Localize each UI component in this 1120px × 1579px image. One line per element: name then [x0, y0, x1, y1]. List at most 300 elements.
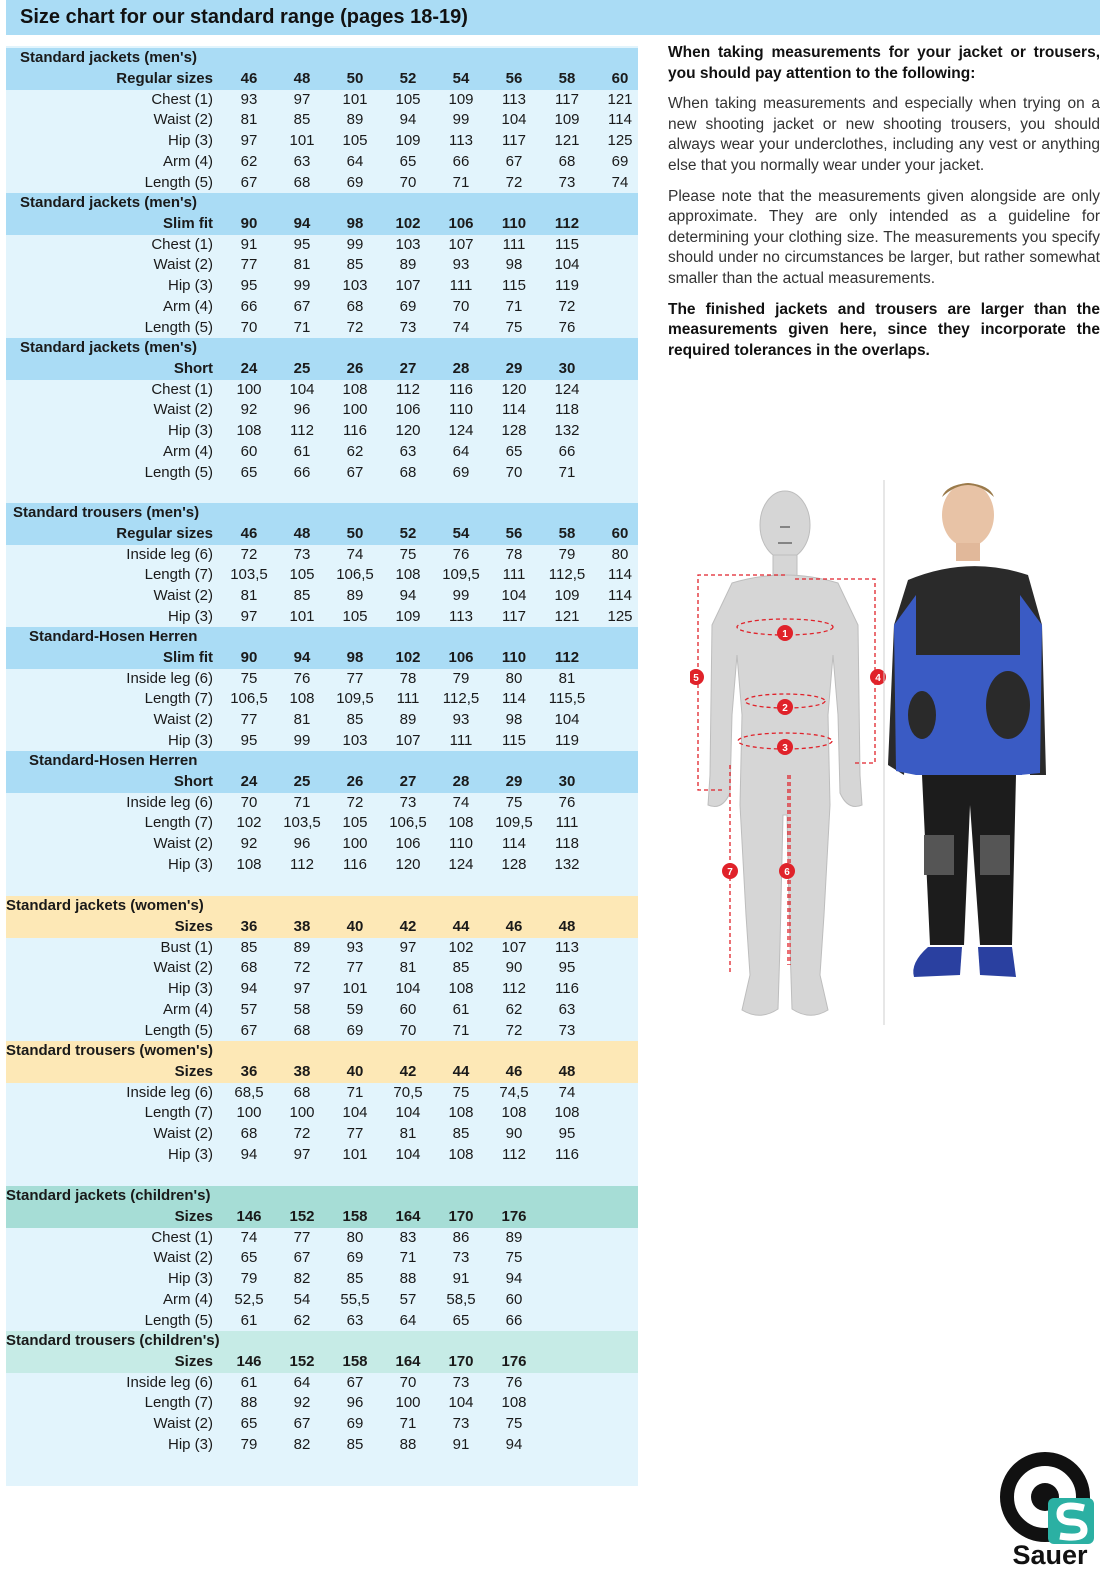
table-cell: 105 — [289, 566, 315, 584]
table-cell: 70 — [399, 1021, 417, 1039]
table-cell: 170 — [448, 1352, 474, 1370]
table-cell: 70 — [240, 793, 258, 811]
table-cell: 108 — [448, 980, 474, 998]
table-row — [6, 689, 638, 710]
table-cell: 61 — [452, 1000, 470, 1018]
row-label: Inside leg (6) — [126, 1083, 213, 1101]
table-cell: 88 — [240, 1394, 258, 1412]
table-cell: 46 — [240, 69, 258, 87]
table-row — [6, 834, 638, 855]
row-label: Hip (3) — [167, 980, 213, 998]
table-cell: 60 — [505, 1290, 523, 1308]
table-cell: 97 — [293, 90, 311, 108]
table-title: Standard trousers (men's) — [13, 504, 200, 521]
table-cell: 72 — [240, 545, 258, 563]
table-cell: 95 — [558, 959, 576, 977]
row-label: Length (7) — [144, 1104, 213, 1122]
table-cell: 67 — [240, 173, 258, 191]
table-cell: 82 — [293, 1435, 311, 1453]
table-row — [6, 463, 638, 484]
table-cell: 50 — [346, 69, 364, 87]
table-cell: 68 — [293, 173, 311, 191]
table-cell: 30 — [558, 359, 576, 377]
table-cell: 73 — [452, 1415, 470, 1433]
table-title: Standard jackets (men's) — [20, 339, 197, 356]
table-cell: 67 — [293, 1249, 311, 1267]
table-cell: 106,5 — [336, 566, 374, 584]
marker-3: 3 — [782, 743, 788, 754]
size-table — [6, 1041, 638, 1166]
row-label: Arm (4) — [163, 1290, 213, 1308]
table-cell: 69 — [346, 1021, 364, 1039]
row-label: Length (7) — [144, 566, 213, 584]
table-cell: 50 — [346, 524, 364, 542]
row-label: Length (5) — [144, 1311, 213, 1329]
table-cell: 164 — [395, 1352, 421, 1370]
table-cell: 111 — [502, 235, 526, 253]
page-title: Size chart for our standard range (pages 18-19) — [20, 6, 468, 28]
table-cell: 26 — [346, 359, 364, 377]
table-row — [6, 607, 638, 628]
table-cell: 68 — [293, 1083, 311, 1101]
table-header-row — [6, 69, 638, 90]
table-row — [6, 318, 638, 339]
table-cell: 113 — [449, 607, 473, 625]
table-cell: 46 — [240, 524, 258, 542]
table-cell: 40 — [346, 917, 364, 935]
table-cell: 93 — [346, 938, 364, 956]
table-row — [6, 152, 638, 173]
table-row — [6, 400, 638, 421]
table-cell: 58,5 — [446, 1290, 476, 1308]
table-cell: 176 — [501, 1207, 527, 1225]
table-cell: 73 — [558, 1021, 576, 1039]
row-label: Arm (4) — [163, 1000, 213, 1018]
table-row — [6, 710, 638, 731]
table-cell: 112 — [554, 214, 580, 232]
table-cell: 66 — [293, 463, 311, 481]
table-title-row — [6, 1041, 638, 1062]
table-cell: 78 — [505, 545, 523, 563]
table-cell: 69 — [611, 152, 629, 170]
table-cell: 76 — [452, 545, 470, 563]
table-cell: 104 — [395, 1145, 421, 1163]
table-cell: 71 — [452, 1021, 470, 1039]
row-label: Short — [173, 359, 213, 377]
table-cell: 100 — [236, 380, 262, 398]
table-cell: 61 — [240, 1311, 258, 1329]
table-row — [6, 855, 638, 876]
size-table — [6, 48, 638, 194]
table-cell: 128 — [501, 855, 527, 873]
sauer-logo — [1000, 1452, 1100, 1572]
table-cell: 67 — [240, 1021, 258, 1039]
table-title: Standard jackets (women's) — [6, 897, 204, 914]
table-cell: 125 — [607, 607, 633, 625]
table-cell: 114 — [502, 401, 526, 419]
table-cell: 89 — [505, 1228, 523, 1246]
row-label: Waist (2) — [153, 959, 213, 977]
table-cell: 109 — [395, 132, 421, 150]
table-cell: 116 — [555, 980, 579, 998]
table-cell: 72 — [505, 173, 523, 191]
table-cell: 77 — [346, 1125, 364, 1143]
row-label: Waist (2) — [153, 1125, 213, 1143]
table-cell: 65 — [399, 152, 417, 170]
table-cell: 72 — [346, 793, 364, 811]
table-cell: 106 — [395, 401, 421, 419]
body-diagram — [690, 475, 1100, 1035]
table-cell: 67 — [293, 297, 311, 315]
table-cell: 104 — [395, 1104, 421, 1122]
table-row — [6, 255, 638, 276]
table-cell: 116 — [343, 855, 367, 873]
table-cell: 81 — [240, 587, 258, 605]
row-label: Chest (1) — [151, 1228, 213, 1246]
table-header-row — [6, 214, 638, 235]
table-cell: 91 — [452, 1435, 470, 1453]
table-cell: 89 — [346, 111, 364, 129]
table-cell: 128 — [501, 422, 527, 440]
table-cell: 95 — [240, 731, 258, 749]
table-cell: 89 — [399, 256, 417, 274]
table-cell: 106,5 — [230, 690, 268, 708]
table-row — [6, 669, 638, 690]
table-cell: 69 — [346, 1415, 364, 1433]
table-cell: 97 — [240, 607, 258, 625]
table-cell: 98 — [346, 214, 364, 232]
table-row — [6, 235, 638, 256]
table-cell: 121 — [554, 132, 580, 150]
table-cell: 44 — [452, 1062, 470, 1080]
table-cell: 55,5 — [340, 1290, 370, 1308]
table-cell: 114 — [502, 690, 526, 708]
table-cell: 77 — [346, 959, 364, 977]
table-title-row — [6, 751, 638, 772]
row-label: Inside leg (6) — [126, 793, 213, 811]
table-row — [6, 1290, 638, 1311]
table-title-row — [6, 1186, 638, 1207]
table-cell: 82 — [293, 1270, 311, 1288]
table-cell: 27 — [399, 772, 417, 790]
table-cell: 74 — [452, 318, 470, 336]
table-row — [6, 1373, 638, 1394]
table-cell: 132 — [554, 422, 580, 440]
table-cell: 86 — [452, 1228, 470, 1246]
table-cell: 94 — [240, 980, 258, 998]
table-cell: 62 — [346, 442, 364, 460]
row-label: Waist (2) — [153, 111, 213, 129]
table-cell: 67 — [346, 1373, 364, 1391]
table-cell: 109 — [554, 111, 580, 129]
table-cell: 114 — [608, 566, 632, 584]
table-cell: 67 — [346, 463, 364, 481]
table-cell: 73 — [452, 1249, 470, 1267]
table-cell: 112 — [502, 1145, 526, 1163]
table-row — [6, 297, 638, 318]
table-cell: 97 — [399, 938, 417, 956]
table-header-row — [6, 1062, 638, 1083]
table-title-row — [6, 338, 638, 359]
table-cell: 164 — [395, 1207, 421, 1225]
table-cell: 40 — [346, 1062, 364, 1080]
table-header-row — [6, 524, 638, 545]
table-cell: 94 — [293, 214, 311, 232]
table-cell: 57 — [399, 1290, 417, 1308]
size-table — [6, 503, 638, 628]
table-cell: 90 — [240, 214, 258, 232]
table-cell: 72 — [293, 959, 311, 977]
table-row — [6, 1124, 638, 1145]
table-cell: 59 — [346, 1000, 364, 1018]
table-cell: 75 — [399, 545, 417, 563]
row-label: Regular sizes — [116, 69, 213, 87]
marker-2: 2 — [782, 703, 788, 714]
table-cell: 99 — [452, 587, 470, 605]
table-cell: 64 — [346, 152, 364, 170]
table-cell: 85 — [293, 587, 311, 605]
row-label: Waist (2) — [153, 711, 213, 729]
table-cell: 111 — [396, 690, 420, 708]
table-cell: 158 — [342, 1352, 368, 1370]
table-cell: 100 — [342, 835, 368, 853]
table-cell: 66 — [558, 442, 576, 460]
row-label: Length (5) — [144, 463, 213, 481]
table-cell: 81 — [399, 1125, 417, 1143]
table-header-row — [6, 648, 638, 669]
table-row — [6, 1311, 638, 1332]
table-row — [6, 1145, 638, 1166]
table-row — [6, 380, 638, 401]
table-cell: 118 — [555, 835, 579, 853]
table-cell: 61 — [293, 442, 311, 460]
table-cell: 28 — [452, 359, 470, 377]
table-cell: 100 — [289, 1104, 315, 1122]
table-cell: 81 — [558, 669, 576, 687]
table-cell: 111 — [502, 566, 526, 584]
table-cell: 58 — [293, 1000, 311, 1018]
table-cell: 85 — [452, 1125, 470, 1143]
table-row — [6, 813, 638, 834]
table-cell: 65 — [240, 1249, 258, 1267]
table-cell: 48 — [293, 524, 311, 542]
table-cell: 94 — [399, 587, 417, 605]
row-label: Hip (3) — [167, 1435, 213, 1453]
table-cell: 79 — [240, 1435, 258, 1453]
table-cell: 58 — [558, 69, 576, 87]
table-cell: 119 — [555, 731, 579, 749]
row-label: Regular sizes — [116, 524, 213, 542]
table-cell: 83 — [399, 1228, 417, 1246]
table-row — [6, 1000, 638, 1021]
logo-wordmark: Sauer — [1012, 1540, 1088, 1570]
table-cell: 108 — [342, 380, 368, 398]
row-label: Length (5) — [144, 318, 213, 336]
table-cell: 98 — [505, 256, 523, 274]
row-label: Waist (2) — [153, 835, 213, 853]
table-row — [6, 1083, 638, 1104]
table-row — [6, 173, 638, 194]
table-cell: 152 — [289, 1352, 315, 1370]
table-cell: 75 — [505, 318, 523, 336]
table-cell: 103 — [395, 235, 421, 253]
table-cell: 106 — [395, 835, 421, 853]
table-cell: 70 — [399, 1373, 417, 1391]
table-row — [6, 90, 638, 111]
table-cell: 125 — [607, 132, 633, 150]
table-cell: 68 — [346, 297, 364, 315]
table-cell: 102 — [236, 814, 262, 832]
table-title-row — [6, 48, 638, 69]
table-cell: 104 — [342, 1104, 368, 1122]
table-cell: 42 — [399, 1062, 417, 1080]
table-cell: 112 — [502, 980, 526, 998]
table-cell: 107 — [395, 277, 421, 295]
row-label: Inside leg (6) — [126, 545, 213, 563]
table-cell: 110 — [449, 401, 473, 419]
table-row — [6, 938, 638, 959]
table-cell: 25 — [293, 359, 311, 377]
table-cell: 103,5 — [283, 814, 321, 832]
table-cell: 91 — [452, 1270, 470, 1288]
table-cell: 102 — [395, 648, 421, 666]
table-cell: 81 — [240, 111, 258, 129]
table-cell: 117 — [502, 132, 526, 150]
table-cell: 24 — [240, 772, 258, 790]
size-table — [6, 1331, 638, 1456]
table-cell: 68 — [240, 1125, 258, 1143]
table-cell: 68 — [293, 1021, 311, 1039]
size-tables — [6, 46, 638, 1486]
table-cell: 73 — [399, 793, 417, 811]
notes-paragraph-3: The finished jackets and trousers are larger than the measurements given here, since they incorporate the required tolerances in the overlaps. — [668, 300, 1100, 359]
table-cell: 99 — [293, 731, 311, 749]
table-cell: 112 — [554, 648, 580, 666]
table-cell: 97 — [240, 132, 258, 150]
table-cell: 108 — [236, 855, 262, 873]
table-header-row — [6, 359, 638, 380]
row-label: Sizes — [174, 1207, 213, 1225]
table-cell: 95 — [240, 277, 258, 295]
row-label: Hip (3) — [167, 855, 213, 873]
table-cell: 60 — [611, 69, 629, 87]
table-cell: 52 — [399, 524, 417, 542]
table-cell: 116 — [555, 1145, 579, 1163]
table-cell: 116 — [449, 380, 473, 398]
row-label: Chest (1) — [151, 90, 213, 108]
table-cell: 113 — [502, 90, 526, 108]
table-cell: 76 — [558, 793, 576, 811]
table-cell: 28 — [452, 772, 470, 790]
table-cell: 61 — [240, 1373, 258, 1391]
row-label: Hip (3) — [167, 132, 213, 150]
table-cell: 104 — [395, 980, 421, 998]
row-label: Waist (2) — [153, 401, 213, 419]
table-cell: 71 — [293, 793, 311, 811]
table-cell: 111 — [555, 814, 579, 832]
table-cell: 121 — [607, 90, 633, 108]
table-cell: 73 — [452, 1373, 470, 1391]
table-cell: 101 — [289, 607, 315, 625]
table-cell: 95 — [293, 235, 311, 253]
table-cell: 63 — [293, 152, 311, 170]
table-cell: 88 — [399, 1270, 417, 1288]
table-cell: 94 — [240, 1145, 258, 1163]
table-cell: 111 — [449, 277, 473, 295]
table-row — [6, 131, 638, 152]
table-cell: 60 — [240, 442, 258, 460]
row-label: Inside leg (6) — [126, 669, 213, 687]
notes-intro: When taking measurements for your jacket or trousers, you should pay attention to the following: — [668, 44, 1100, 82]
table-cell: 65 — [240, 463, 258, 481]
table-cell: 100 — [342, 401, 368, 419]
table-header-row — [6, 772, 638, 793]
table-cell: 38 — [293, 1062, 311, 1080]
table-cell: 105 — [342, 607, 368, 625]
table-cell: 120 — [395, 422, 421, 440]
table-cell: 68 — [240, 959, 258, 977]
table-cell: 97 — [293, 1145, 311, 1163]
size-table — [6, 896, 638, 1042]
table-cell: 89 — [293, 938, 311, 956]
table-cell: 117 — [502, 607, 526, 625]
table-cell: 42 — [399, 917, 417, 935]
table-cell: 54 — [452, 69, 470, 87]
table-cell: 108 — [448, 814, 474, 832]
table-cell: 62 — [293, 1311, 311, 1329]
table-cell: 116 — [343, 422, 367, 440]
table-cell: 98 — [346, 648, 364, 666]
table-cell: 146 — [236, 1207, 262, 1225]
table-cell: 176 — [501, 1352, 527, 1370]
table-cell: 98 — [505, 711, 523, 729]
table-cell: 38 — [293, 917, 311, 935]
table-header-row — [6, 917, 638, 938]
size-table — [6, 627, 638, 752]
table-cell: 65 — [240, 1415, 258, 1433]
table-cell: 99 — [293, 277, 311, 295]
table-cell: 120 — [395, 855, 421, 873]
table-cell: 92 — [240, 835, 258, 853]
table-cell: 36 — [240, 917, 258, 935]
table-cell: 77 — [240, 256, 258, 274]
measurement-notes — [668, 43, 1100, 371]
row-label: Slim fit — [162, 648, 213, 666]
marker-4: 4 — [875, 673, 881, 684]
table-cell: 66 — [505, 1311, 523, 1329]
table-cell: 71 — [399, 1415, 417, 1433]
table-cell: 104 — [289, 380, 315, 398]
table-cell: 109,5 — [442, 566, 480, 584]
table-cell: 48 — [293, 69, 311, 87]
table-cell: 152 — [289, 1207, 315, 1225]
table-row — [6, 1414, 638, 1435]
size-table — [6, 193, 638, 339]
row-label: Chest (1) — [151, 380, 213, 398]
table-cell: 75 — [505, 793, 523, 811]
table-row — [6, 421, 638, 442]
table-cell: 113 — [555, 938, 579, 956]
table-cell: 74 — [452, 793, 470, 811]
table-cell: 109 — [395, 607, 421, 625]
table-cell: 62 — [505, 1000, 523, 1018]
table-header-row — [6, 1207, 638, 1228]
table-row — [6, 979, 638, 1000]
table-cell: 94 — [505, 1270, 523, 1288]
table-cell: 105 — [395, 90, 421, 108]
row-label: Waist (2) — [153, 1415, 213, 1433]
table-cell: 110 — [449, 835, 473, 853]
